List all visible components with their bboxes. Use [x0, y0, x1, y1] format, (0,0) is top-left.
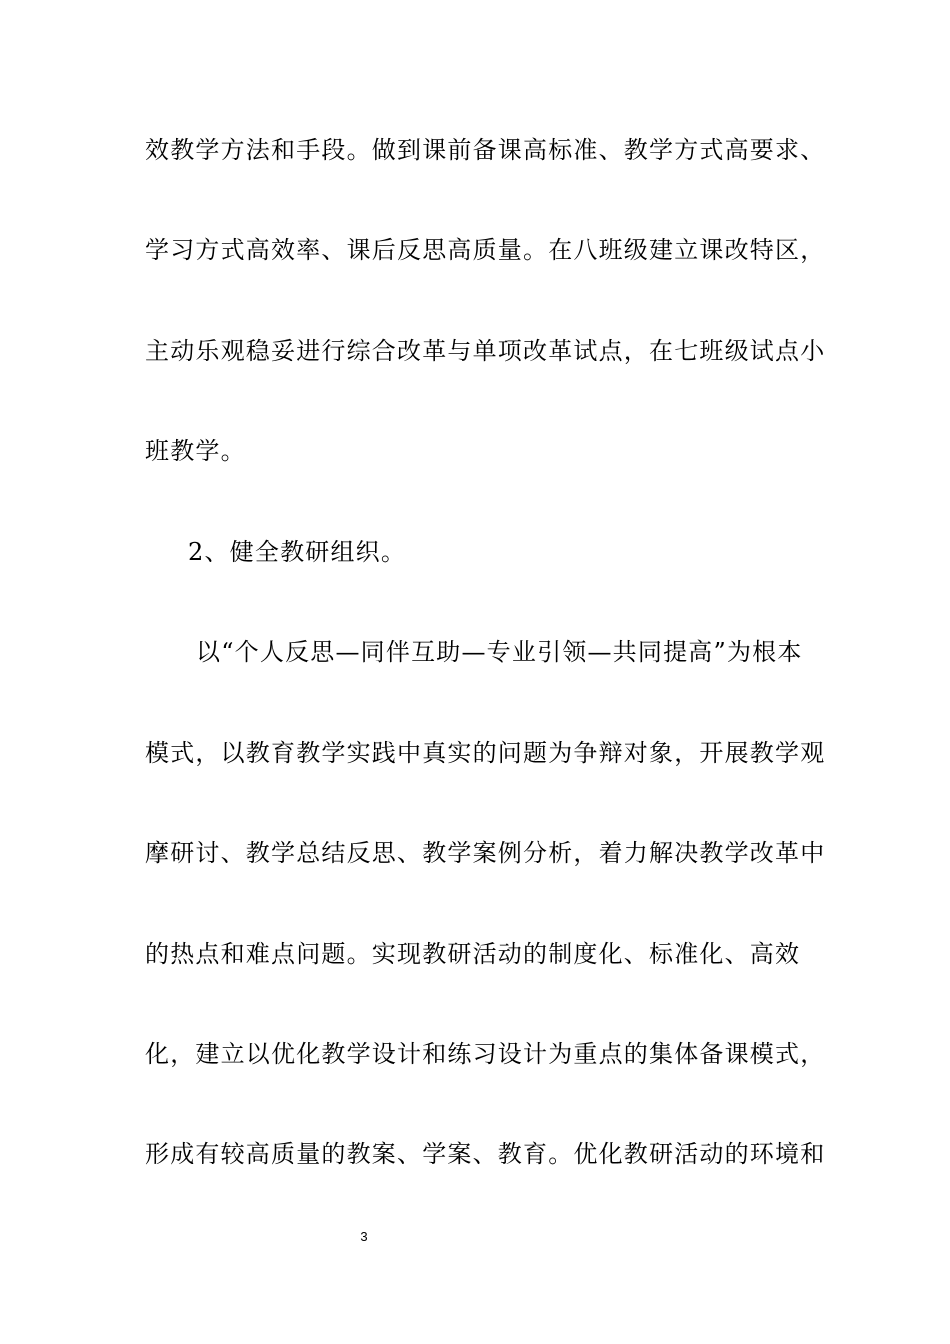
text-line: 模式，以教育教学实践中真实的问题为争辩对象，开展教学观 — [145, 739, 826, 767]
text-line: 主动乐观稳妥进行综合改革与单项改革试点，在七班级试点小 — [145, 337, 826, 365]
page-number: 3 — [360, 1229, 368, 1244]
text-line: 形成有较高质量的教案、学案、教育。优化教研活动的环境和 — [145, 1140, 826, 1168]
section-heading: 2、健全教研组织。 — [188, 538, 407, 566]
text-line: 以“个人反思—同伴互助—专业引领—共同提高”为根本 — [196, 638, 803, 666]
text-line: 效教学方法和手段。做到课前备课高标准、教学方式高要求、 — [145, 136, 826, 164]
text-line: 化，建立以优化教学设计和练习设计为重点的集体备课模式， — [145, 1040, 826, 1068]
text-line: 班教学。 — [145, 437, 246, 465]
text-line: 的热点和难点问题。实现教研活动的制度化、标准化、高效 — [145, 940, 801, 968]
text-line: 摩研讨、教学总结反思、教学案例分析，着力解决教学改革中 — [145, 839, 826, 867]
text-line: 学习方式高效率、课后反思高质量。在八班级建立课改特区， — [145, 236, 826, 264]
